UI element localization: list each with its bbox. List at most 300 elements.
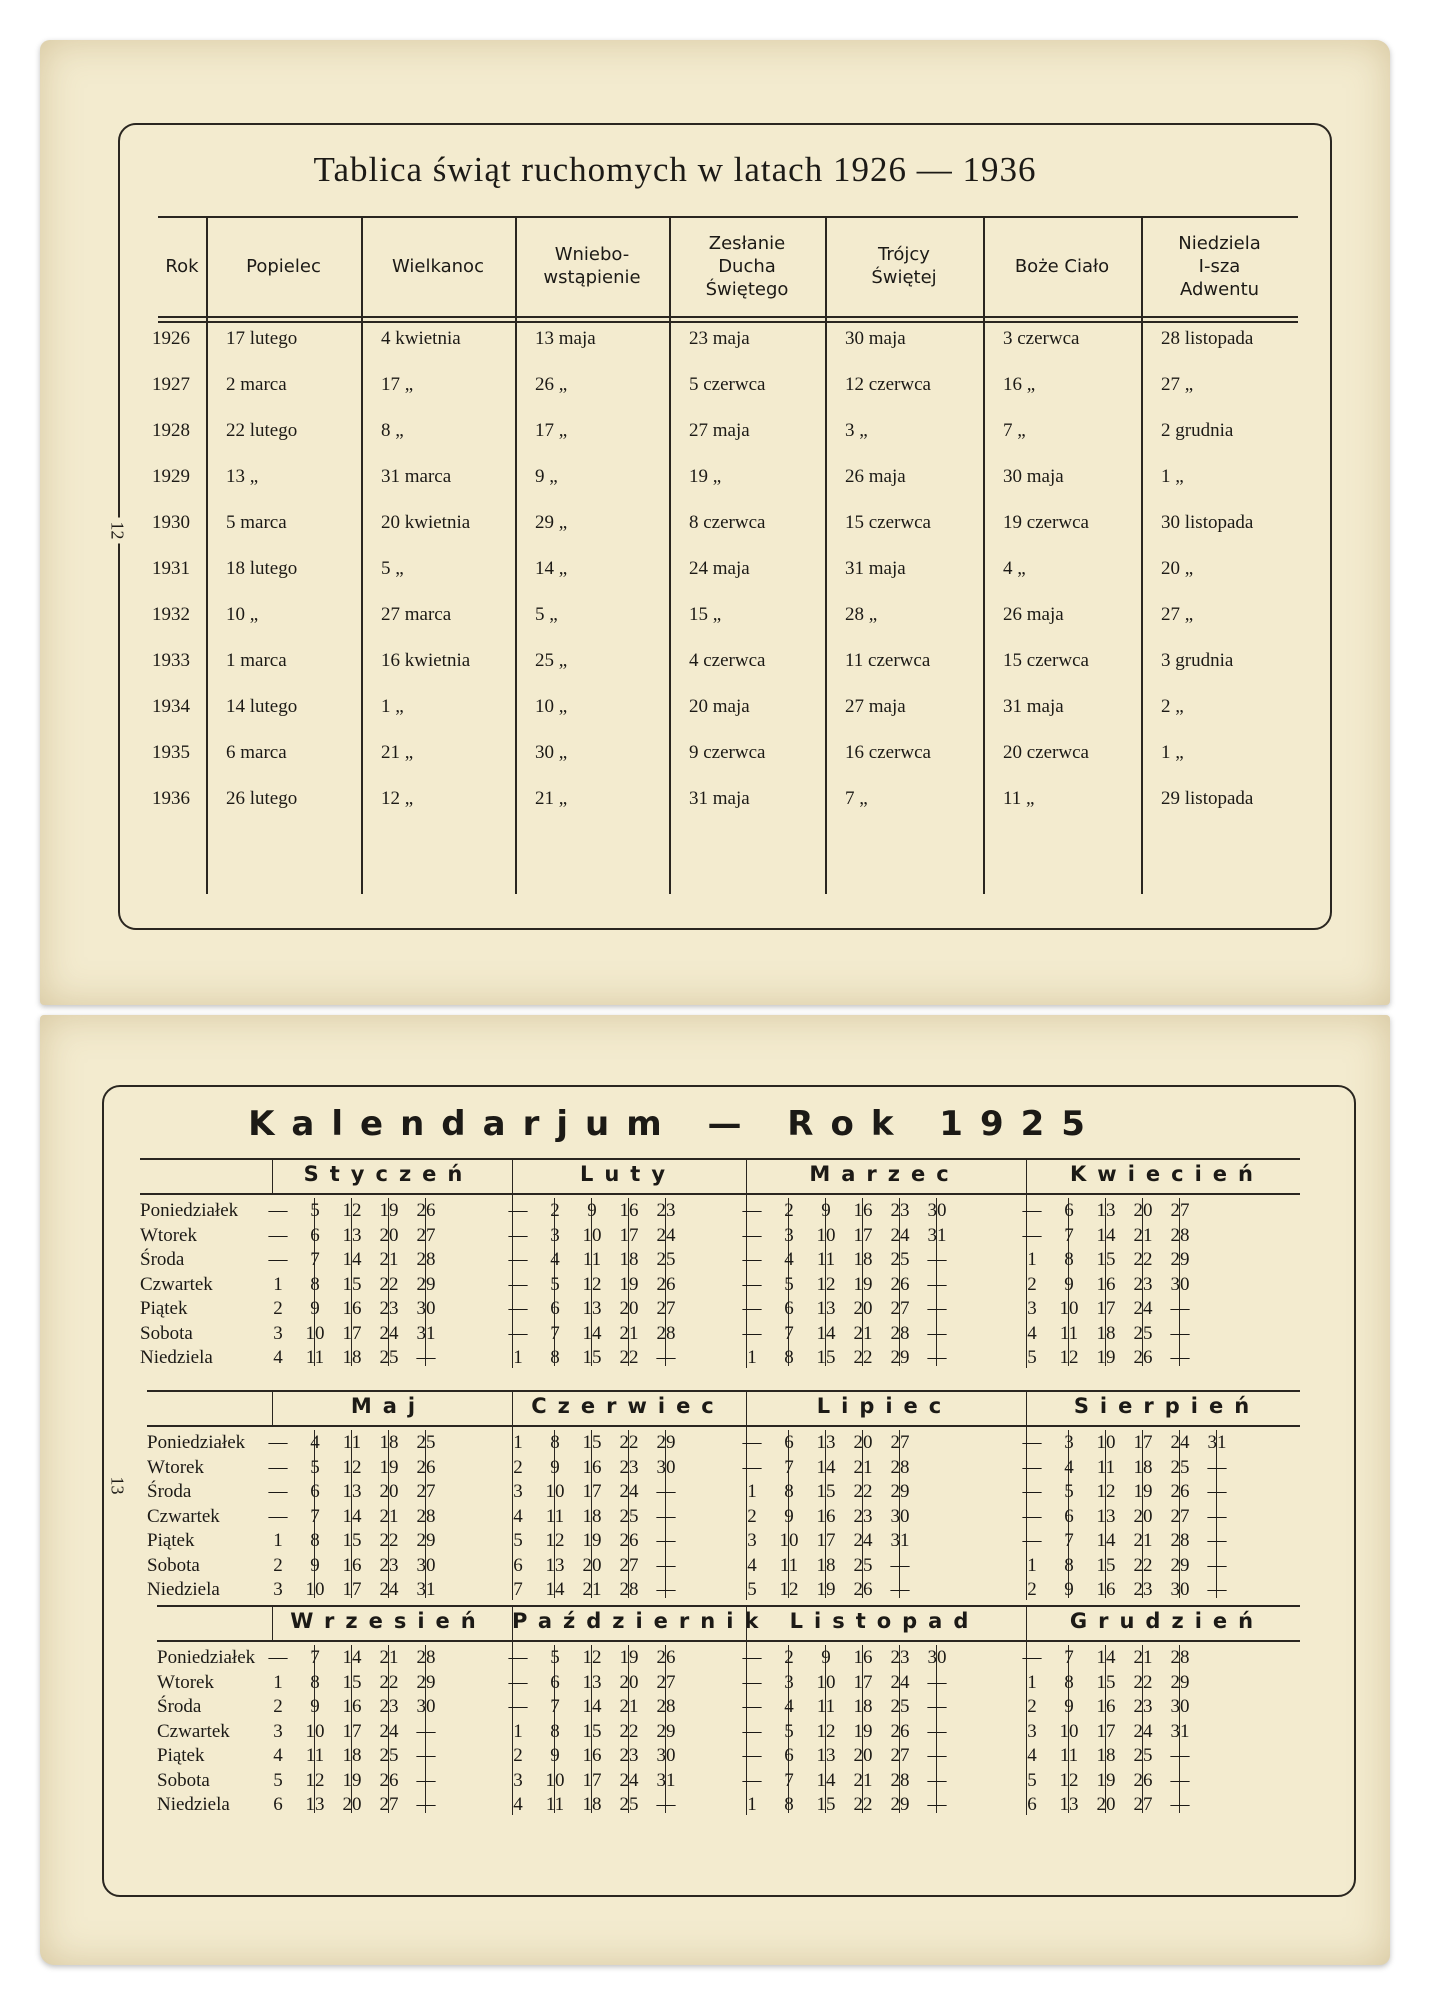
year-cell: 1932 [152,604,190,625]
month-name: Wrzesień [290,1609,487,1633]
date-cell: 16 „ [1003,374,1036,395]
day-number: 19 [1096,1769,1116,1791]
date-cell: 1 „ [1161,466,1184,487]
day-number: 8 [784,1347,794,1368]
day-number: 24 [1133,1720,1153,1742]
day-number: 16 [1096,1579,1116,1600]
day-number: 9 [1064,1273,1074,1295]
month-name: Marzec [809,1162,960,1186]
day-number: 9 [1064,1696,1074,1717]
day-number: 14 [342,1505,362,1527]
day-number: — [927,1273,947,1295]
date-cell: 13 „ [226,466,259,487]
year-cell: 1926 [152,328,190,349]
day-number: — [508,1249,528,1270]
day-number: 28 [656,1696,676,1717]
day-number: 4 [1027,1322,1037,1344]
date-cell: 26 „ [535,374,568,395]
day-number: — [508,1671,528,1693]
weekday-label: Środa [140,1249,185,1270]
day-number: 30 [1170,1696,1190,1717]
day-number: — [268,1432,288,1453]
day-number: 9 [587,1200,597,1221]
day-number: — [656,1347,676,1368]
day-number: 4 [513,1794,523,1815]
page-number-bottom: 13 [107,1473,128,1499]
day-number: 27 [656,1671,676,1693]
day-number: 17 [1133,1432,1153,1453]
day-number: 24 [890,1671,910,1693]
day-number: 14 [545,1579,565,1600]
day-number: — [1207,1481,1227,1502]
date-cell: 9 „ [535,466,558,487]
day-number: 12 [816,1273,836,1295]
month-header-rule [140,1193,1300,1195]
day-number: — [927,1671,947,1693]
day-number: 15 [342,1671,362,1693]
day-number: 18 [582,1505,602,1527]
day-number: 17 [342,1720,362,1742]
day-number: 15 [816,1347,836,1368]
day-number: — [742,1671,762,1693]
day-number: 13 [342,1224,362,1246]
day-number: 26 [656,1273,676,1295]
day-number: 6 [1064,1505,1074,1527]
day-number: 22 [619,1720,639,1742]
day-number: 25 [379,1347,399,1368]
day-number: 10 [545,1769,565,1791]
day-number: 10 [816,1671,836,1693]
day-number: 14 [816,1456,836,1478]
day-number: 23 [1133,1579,1153,1600]
day-number: 17 [619,1224,639,1246]
day-number: 5 [1027,1347,1037,1368]
month-name: Październik [512,1609,770,1633]
day-number: 15 [582,1432,602,1453]
date-cell: 20 kwietnia [381,512,471,533]
day-number: — [1022,1224,1042,1246]
day-number: 30 [416,1696,436,1717]
day-number: 12 [1059,1347,1079,1368]
day-number: 9 [550,1745,560,1766]
weekday-label: Niedziela [147,1579,220,1600]
day-number: — [1022,1647,1042,1668]
day-number: 31 [656,1769,676,1791]
day-number: — [742,1249,762,1270]
day-number: — [742,1298,762,1319]
day-number: — [656,1481,676,1502]
year-cell: 1927 [152,374,190,395]
day-number: 4 [747,1554,757,1576]
date-cell: 26 maja [845,466,906,487]
day-number: — [656,1505,676,1527]
month-header-rule [157,1605,1300,1607]
day-number: 25 [619,1794,639,1815]
day-number: 21 [582,1579,602,1600]
day-number: 4 [273,1745,283,1766]
day-number: 3 [513,1481,523,1502]
month-name: Listopad [789,1609,980,1633]
day-number: — [1022,1200,1042,1221]
day-number: 5 [310,1456,320,1478]
day-number: 27 [416,1224,436,1246]
day-number: 25 [1133,1322,1153,1344]
column-header: Trójcy Świętej [871,244,937,288]
date-cell: 22 lutego [226,420,298,441]
day-number: 11 [1059,1745,1079,1766]
day-number: 11 [545,1794,565,1815]
day-number: 3 [784,1224,794,1246]
day-number: 21 [1133,1530,1153,1551]
day-number: — [416,1769,436,1791]
day-number: 1 [273,1273,283,1295]
day-number: 28 [1170,1224,1190,1246]
day-number: 5 [747,1579,757,1600]
weekday-label: Czwartek [147,1505,220,1527]
day-number: 31 [1170,1720,1190,1742]
date-cell: 15 czerwca [845,512,931,533]
date-cell: 4 czerwca [689,650,766,671]
day-number: 14 [1096,1224,1116,1246]
day-number: 25 [619,1505,639,1527]
date-cell: 12 „ [381,788,414,809]
day-number: 19 [582,1530,602,1551]
day-number: 12 [1096,1481,1116,1502]
day-number: 30 [416,1298,436,1319]
weekday-label: Sobota [147,1554,200,1576]
day-number: — [742,1745,762,1766]
day-number: 29 [656,1720,676,1742]
day-number: 15 [1096,1249,1116,1270]
date-cell: 25 „ [535,650,568,671]
day-number: 30 [890,1505,910,1527]
day-number: 19 [1096,1347,1116,1368]
day-number: 31 [416,1579,436,1600]
day-number: 20 [619,1298,639,1319]
month-header-rule [147,1425,1300,1427]
date-cell: 29 listopada [1161,788,1254,809]
day-number: 19 [379,1456,399,1478]
day-number: 13 [1096,1505,1116,1527]
day-number: 19 [619,1273,639,1295]
day-number: 30 [927,1200,947,1221]
date-cell: 30 maja [1003,466,1064,487]
day-number: — [268,1647,288,1668]
day-number: 23 [1133,1273,1153,1295]
day-number: 22 [1133,1554,1153,1576]
day-number: 24 [656,1224,676,1246]
day-number: — [268,1456,288,1478]
day-number: 19 [379,1200,399,1221]
day-number: — [890,1554,910,1576]
day-number: — [508,1200,528,1221]
day-number: 15 [582,1720,602,1742]
table-column-rule [515,216,517,894]
weekday-label: Piątek [157,1745,205,1766]
day-number: 14 [582,1696,602,1717]
day-number: — [268,1249,288,1270]
day-number: 26 [890,1273,910,1295]
day-number: 29 [1170,1671,1190,1693]
day-number: 14 [816,1322,836,1344]
day-number: — [1170,1298,1190,1319]
day-number: 2 [1027,1273,1037,1295]
day-number: 28 [1170,1647,1190,1668]
day-number: 28 [416,1505,436,1527]
day-number: — [508,1298,528,1319]
column-header: Boże Ciało [1014,255,1110,277]
date-cell: 1 marca [226,650,287,671]
day-number: 15 [342,1530,362,1551]
day-number: 6 [784,1432,794,1453]
day-number: 19 [1133,1481,1153,1502]
date-cell: 24 maja [689,558,750,579]
day-number: 10 [305,1322,325,1344]
day-number: 30 [416,1554,436,1576]
day-number: — [508,1696,528,1717]
day-number: — [1207,1530,1227,1551]
day-number: 6 [784,1745,794,1766]
column-header: Popielec [246,255,321,277]
date-cell: 27 „ [1161,374,1194,395]
date-cell: 14 „ [535,558,568,579]
day-number: 2 [784,1647,794,1668]
date-cell: 12 czerwca [845,374,931,395]
weekday-label: Środa [157,1696,202,1717]
day-number: 24 [379,1579,399,1600]
date-cell: 20 maja [689,696,750,717]
day-number: 7 [784,1456,794,1478]
month-name: Maj [350,1394,427,1418]
day-number: 18 [1133,1456,1153,1478]
day-number: 28 [890,1456,910,1478]
day-number: — [742,1720,762,1742]
day-number: 4 [784,1249,794,1270]
year-cell: 1931 [152,558,190,579]
day-number: 22 [619,1347,639,1368]
date-cell: 11 czerwca [845,650,931,671]
table-column-rule [1141,216,1143,894]
day-number: 1 [513,1347,523,1368]
day-number: 11 [816,1696,836,1717]
day-number: 4 [310,1432,320,1453]
day-number: — [742,1322,762,1344]
date-cell: 16 czerwca [845,742,931,763]
month-header-rule [147,1390,1300,1392]
day-number: 31 [927,1224,947,1246]
day-number: 21 [619,1322,639,1344]
day-number: 23 [1133,1696,1153,1717]
day-number: — [742,1200,762,1221]
day-number: 4 [784,1696,794,1717]
day-number: — [890,1579,910,1600]
date-cell: 27 „ [1161,604,1194,625]
day-number: 1 [1027,1671,1037,1693]
date-cell: 1 „ [1161,742,1184,763]
day-number: 10 [1059,1720,1079,1742]
day-number: 5 [310,1200,320,1221]
day-number: 24 [619,1481,639,1502]
day-number: 4 [1064,1456,1074,1478]
day-number: 23 [890,1647,910,1668]
day-number: 8 [784,1794,794,1815]
date-cell: 2 „ [1161,696,1184,717]
day-number: 5 [550,1273,560,1295]
day-number: 16 [342,1696,362,1717]
table-column-rule [983,216,985,894]
day-number: 7 [310,1647,320,1668]
day-number: 21 [1133,1647,1153,1668]
column-header: Zesłanie Ducha Świętego [705,232,789,300]
date-cell: 10 „ [226,604,259,625]
date-cell: 20 czerwca [1003,742,1089,763]
day-number: 2 [273,1696,283,1717]
day-number: 18 [619,1249,639,1270]
day-number: 4 [550,1249,560,1270]
day-number: 26 [1133,1347,1153,1368]
day-number: 15 [582,1347,602,1368]
day-number: — [268,1200,288,1221]
day-number: 1 [1027,1554,1037,1576]
day-number: — [1022,1432,1042,1453]
weekday-label: Sobota [157,1769,210,1791]
weekday-label: Niedziela [140,1347,213,1368]
day-number: 5 [784,1273,794,1295]
date-cell: 29 „ [535,512,568,533]
day-number: 22 [379,1671,399,1693]
day-number: 22 [619,1432,639,1453]
day-number: 11 [779,1554,799,1576]
day-number: 30 [1170,1273,1190,1295]
day-number: 17 [816,1530,836,1551]
day-number: 20 [853,1745,873,1766]
day-number: 8 [310,1530,320,1551]
day-number: 6 [1027,1794,1037,1815]
day-number: 8 [550,1720,560,1742]
day-number: 1 [513,1432,523,1453]
day-number: — [268,1481,288,1502]
day-number: 7 [1064,1530,1074,1551]
day-number: — [1207,1579,1227,1600]
date-cell: 15 „ [689,604,722,625]
day-number: 16 [1096,1696,1116,1717]
day-number: 20 [853,1298,873,1319]
day-number: 5 [1027,1769,1037,1791]
day-number: 3 [513,1769,523,1791]
day-number: 9 [310,1554,320,1576]
day-number: 26 [619,1530,639,1551]
holiday-table-title: Tablica świąt ruchomych w latach 1926 — 1936 [313,150,1037,189]
day-number: 31 [1207,1432,1227,1453]
day-number: 19 [816,1579,836,1600]
day-number: 26 [1170,1481,1190,1502]
date-cell: 5 „ [535,604,558,625]
day-number: 16 [619,1200,639,1221]
day-number: — [742,1432,762,1453]
day-number: 18 [379,1432,399,1453]
day-number: 28 [416,1647,436,1668]
date-cell: 7 „ [845,788,868,809]
date-cell: 8 „ [381,420,404,441]
year-cell: 1930 [152,512,190,533]
day-number: 27 [416,1481,436,1502]
day-number: 12 [816,1720,836,1742]
day-number: 25 [890,1696,910,1717]
day-number: 14 [1096,1530,1116,1551]
day-number: 13 [1059,1794,1079,1815]
day-number: 11 [305,1745,325,1766]
day-number: 25 [1133,1745,1153,1766]
day-number: 1 [747,1481,757,1502]
day-number: — [656,1530,676,1551]
day-number: 19 [342,1769,362,1791]
day-number: 15 [1096,1554,1116,1576]
date-cell: 17 lutego [226,328,298,349]
day-number: 9 [784,1505,794,1527]
day-number: 6 [310,1224,320,1246]
day-number: 27 [890,1298,910,1319]
table-column-rule [206,216,208,894]
date-cell: 9 czerwca [689,742,766,763]
day-number: 27 [1170,1505,1190,1527]
day-number: 11 [816,1249,836,1270]
day-number: 3 [1027,1720,1037,1742]
date-cell: 17 „ [381,374,414,395]
date-cell: 10 „ [535,696,568,717]
day-number: 25 [853,1554,873,1576]
day-number: 8 [784,1481,794,1502]
day-number: — [1170,1322,1190,1344]
day-number: 19 [853,1273,873,1295]
day-number: 13 [305,1794,325,1815]
day-number: 21 [853,1322,873,1344]
day-number: — [742,1696,762,1717]
day-number: 10 [1059,1298,1079,1319]
day-number: — [742,1273,762,1295]
day-number: — [1170,1769,1190,1791]
day-number: 23 [379,1554,399,1576]
date-cell: 13 maja [535,328,596,349]
day-number: — [1207,1554,1227,1576]
day-number: 17 [853,1224,873,1246]
weekday-label: Wtorek [157,1671,214,1693]
day-number: 14 [1096,1647,1116,1668]
day-number: 15 [1096,1671,1116,1693]
day-number: 26 [416,1456,436,1478]
month-name: Kwiecień [1070,1162,1264,1186]
day-number: 10 [1096,1432,1116,1453]
day-number: 17 [342,1579,362,1600]
day-number: 26 [853,1579,873,1600]
day-number: 21 [619,1696,639,1717]
day-number: 2 [784,1200,794,1221]
date-cell: 7 „ [1003,420,1026,441]
day-number: 31 [890,1530,910,1551]
day-number: 15 [816,1794,836,1815]
day-number: 6 [273,1794,283,1815]
day-number: 5 [273,1769,283,1791]
day-number: — [742,1224,762,1246]
day-number: 31 [416,1322,436,1344]
day-number: 9 [1064,1579,1074,1600]
day-number: 29 [890,1481,910,1502]
day-number: 22 [853,1481,873,1502]
date-cell: 26 maja [1003,604,1064,625]
column-header: Wielkanoc [392,255,484,277]
day-number: 18 [1096,1745,1116,1766]
date-cell: 14 lutego [226,696,298,717]
column-header: Niedziela I-sza Adwentu [1178,232,1261,300]
